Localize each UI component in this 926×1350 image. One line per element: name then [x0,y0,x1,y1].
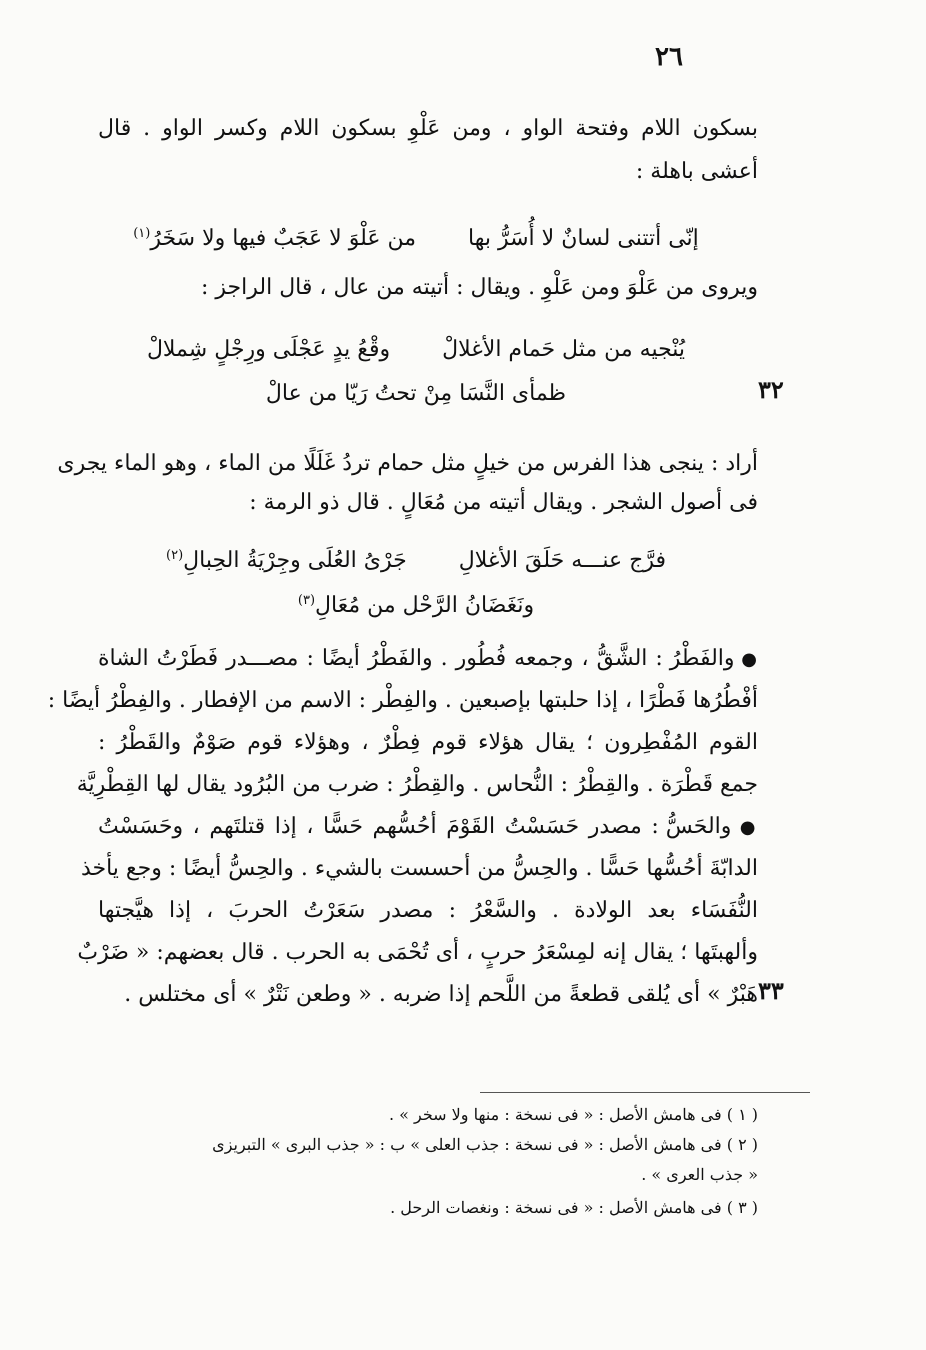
verse-line [96,218,736,255]
margin-number: ٣٣ [758,976,784,1005]
footnote-divider [480,1092,810,1093]
text-line: أراد : ينجى هذا الفرس من خيلٍ مثل حمام تردُ غَلَلًا من الماء ، وهو الماء يجرى [57,451,758,476]
footnote: « جذب العرى » . [641,1165,758,1184]
text-line [98,643,758,676]
verse-second-half: ظمأى النَّسَا مِنْ تحتُ رَيّا من عالْ [265,381,567,406]
verse-line [96,585,736,622]
text-line: القوم المُفْطِرون ؛ يقال هؤلاء قوم فِطْرٌ ، وهؤلاء قوم صَوْمٌ والقَطْرُ : [98,730,758,755]
verse-second-half: جَرْىُ العُلَى وجِرْيَةُ الحِبالِ [183,548,407,574]
footnote: ( ١ ) فى هامش الأصل : « فى نسخة : منها ولا سخر » . [388,1105,758,1124]
verse-line [96,540,736,577]
text-line: فى أصول الشجر . ويقال أتيته من مُعَالٍ . قال ذو الرمة : [249,490,758,515]
text-run: والفَطْرُ : الشَّقُّ ، وجمعه فُطُور . والفَطْرُ أيضًا : مصـــدر فَطَرْتُ الشاة [98,646,735,671]
verse-second-half: ونَغَضَانُ الرَّحْل من مُعَالِ [315,593,535,619]
text-line: النُّفَسَاء بعد الولادة . والسَّعْرُ : مصدر سَعَرْتُ الحربَ ، إذا هيَّجتها [98,898,758,923]
text-line: أفْطُرُها فَطْرًا ، إذا حلبتها بإصبعين . والفِطْر : الاسم من الإفطار . والفِطْرُ أيضًا : [47,688,758,713]
bullet-icon: ● [731,817,759,838]
verse-first-half: إنّى أتتنى لسانٌ لا أُسَرُّ بها [468,226,699,252]
text-line [98,811,758,844]
text-line: الدابّةَ أحُسُّها حَسًّا . والحِسُّ من أحسست بالشيء . والحِسُّ أيضًا : وجع يأخذ [80,856,758,881]
bullet-icon: ● [734,649,758,670]
verse-second-half: وقْعُ يدٍ عَجْلَى ورِجْلٍ شِملالْ [146,337,391,362]
verse-second-half: من عَلْوَ لا عَجَبٌ فيها ولا سَخَرُ [150,226,417,252]
text-line: بسكون اللام وفتحة الواو ، ومن عَلْوِ بسكون اللام وكسر الواو . قال [98,116,758,141]
footnote-ref: (١) [133,226,151,241]
footnote: ( ٢ ) فى هامش الأصل : « فى نسخة : جذب العلى » ب : « جذب البرى » التبريزى [212,1135,758,1154]
text-line: هَبْرٌ » أى يُلقى قطعةً من اللَّحم إذا ضربه . « وطعن نَتْرٌ » أى مختلس . [124,982,758,1007]
text-line: ويروى من عَلْوَ ومن عَلْوِ . ويقال : أتيته من عال ، قال الراجز : [200,275,758,300]
text-line: أعشى باهلة : [635,159,758,184]
footnote: ( ٣ ) فى هامش الأصل : « فى نسخة : ونغصات الرحل . [390,1198,758,1217]
text-line: وألهبتَها ؛ يقال إنه لمِسْعَرُ حربٍ ، أى تُحْمَى به الحرب . قال بعضهم: « ضَرْبٌ [77,940,758,965]
footnote-ref: (٢) [166,548,184,563]
page-number: ٢٦ [655,42,683,72]
text-line: جمع قَطْرَة . والقِطْرُ : النُّحاس . والقِطْرُ : ضرب من البُرُود يقال لها القِطْرِيَّة [76,772,758,797]
verse-first-half: يُنْجيه من مثل حَمام الأغلالْ [442,337,686,362]
text-run: والحَسُّ : مصدر حَسَسْتُ القَوْمَ أحُسُّهم حَسًّا ، إذا قتلتَهم ، وحَسَسْتُ [98,814,732,839]
margin-number: ٣٢ [758,375,784,404]
verse-first-half: فرَّج عنـــه حَلَقَ الأغلالِ [458,548,666,574]
verse-line [96,378,736,410]
footnote-ref: (٣) [297,593,316,608]
verse-line [96,334,736,366]
